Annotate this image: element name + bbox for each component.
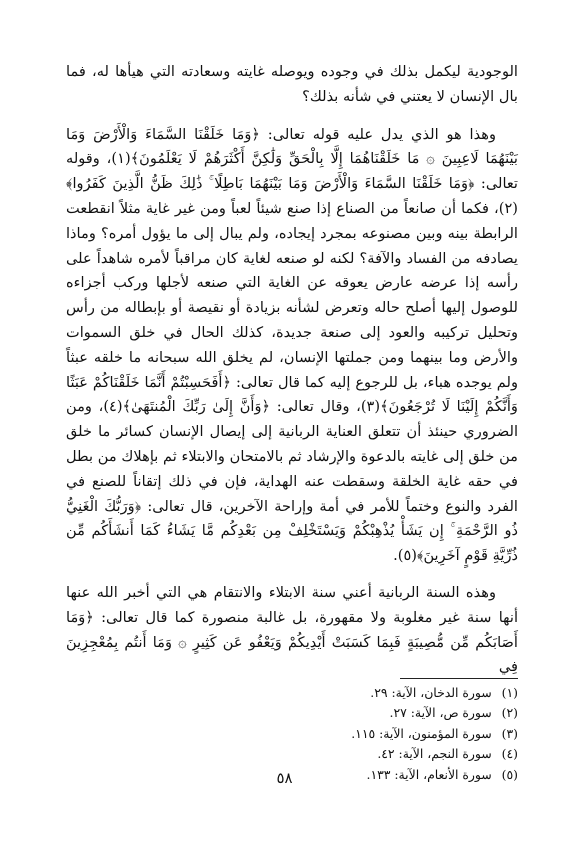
footnote-item: [98, 703, 518, 723]
paragraph-quran-verses: وهذا هو الذي يدل عليه قوله تعالى: ﴿وَمَا خَلَقْنَا السَّمَاءَ وَالْأَرْضَ وَمَا بَيْنَهُمَا لَاعِبِينَ ۞ مَا خَلَقْنَاهُمَا إِلَّا بِالْحَقِّ وَلَٰكِنَّ أَكْثَرَهُمْ لَا يَعْلَمُونَ﴾(١)، وقوله تعالى: ﴿وَمَا خَلَقْنَا السَّمَاءَ وَالْأَرْضَ وَمَا بَيْنَهُمَا بَاطِلًا ۚ ذَٰلِكَ ظَنُّ الَّذِينَ كَفَرُوا﴾(٢)، فكما أن صانعاً من الصناع إذا صنع شيئاً لعباً ومن غير غاية مثلاً انقطعت الرابطة بينه وبين مصنوعه بمجرد إيجاده، ولم يبال إلى ما يؤول أمره؟ وماذا يصادفه من الفساد والآفة؟ لكنه لو صنعه لغاية كان مراقباً لأمره شاهداً على رأسه إذا عرضه عارض يعوقه عن الغاية التي صنعه لأجلها وركب أجزاءه للوصول إليها أصلح حاله وتعرض لشأنه بزيادة أو نقيصة أو بإبطاله من رأس وتحليل تركيبه والعود إلى صنعة جديدة، كذلك الحال في خلق السموات والأرض وما بينهما ومن جملتها الإنسان، لم يخلق الله سبحانه ما خلقه عبثاً ولم يوجده هباء، بل للرجوع إليه كما قال تعالى: ﴿أَفَحَسِبْتُمْ أَنَّمَا خَلَقْنَاكُمْ عَبَثًا وَأَنَّكُمْ إِلَيْنَا لَا تُرْجَعُونَ﴾(٣)، وقال تعالى: ﴿وَأَنَّ إِلَىٰ رَبِّكَ الْمُنتَهَىٰ﴾(٤)، ومن الضروري حينئذ أن تتعلق العناية الربانية إلى إيصال الإنسان كسائر ما خلق من خلق إلى غايته بالدعوة والإرشاد ثم بالامتحان والابتلاء ثم بإهلاك من بطل في حقه غاية الخلقة وسقطت عنه الهداية، فإن في ذلك إتقاناً للصنع في الفرد والنوع وختماً للأمر في أمة وإراحة الآخرين، قال تعالى: ﴿وَرَبُّكَ الْغَنِيُّ ذُو الرَّحْمَةِ ۚ إِن يَشَأْ يُذْهِبْكُمْ وَيَسْتَخْلِفْ مِن بَعْدِكُم مَّا يَشَاءُ كَمَا أَنشَأَكُم مِّن ذُرِّيَّةِ قَوْمٍ آخَرِينَ﴾(٥).: [66, 125, 518, 565]
footnote-divider: [400, 678, 518, 679]
footnote-number: (١): [501, 685, 518, 700]
page-number: ٥٨: [276, 769, 293, 787]
footnote-text: سورة ص، الآية: ٢٧.: [389, 705, 492, 721]
footnote-text: سورة الدخان، الآية: ٢٩.: [370, 685, 492, 700]
footnote-item: [98, 683, 518, 703]
footnote-number: (٢): [501, 705, 518, 721]
footnote-item: [98, 724, 518, 744]
paragraph-divine-law: وهذه السنة الربانية أعني سنة الابتلاء والانتقام هي التي أخبر الله عنها أنها سنة غير مغلوبة ولا مقهورة، بل غالبة منصورة كما قال تعالى: ﴿وَمَا أَصَابَكُم مِّن مُّصِيبَةٍ فَبِمَا كَسَبَتْ أَيْدِيكُمْ وَيَعْفُو عَن كَثِيرٍ ۞ وَمَا أَنتُم بِمُعْجِزِينَ فِي: [66, 583, 518, 676]
footnote-number: (٥): [501, 766, 518, 782]
footnote-number: (٣): [501, 725, 518, 741]
footnote-text: سورة المؤمنون، الآية: ١١٥.: [351, 725, 492, 741]
main-text: [66, 60, 518, 680]
footnote-item: [98, 744, 518, 764]
footnote-text: سورة النجم، الآية: ٤٢.: [377, 746, 492, 762]
footnote-number: (٤): [501, 746, 518, 762]
footnote-text: سورة الأنعام، الآية: ١٣٣.: [366, 766, 492, 782]
paragraph-continuation: الوجودية ليكمل بذلك في وجوده ويوصله غايته وسعادته التي هيأها له، فما بال الإنسان لا يعتني في شأنه بذلك؟: [66, 63, 518, 105]
